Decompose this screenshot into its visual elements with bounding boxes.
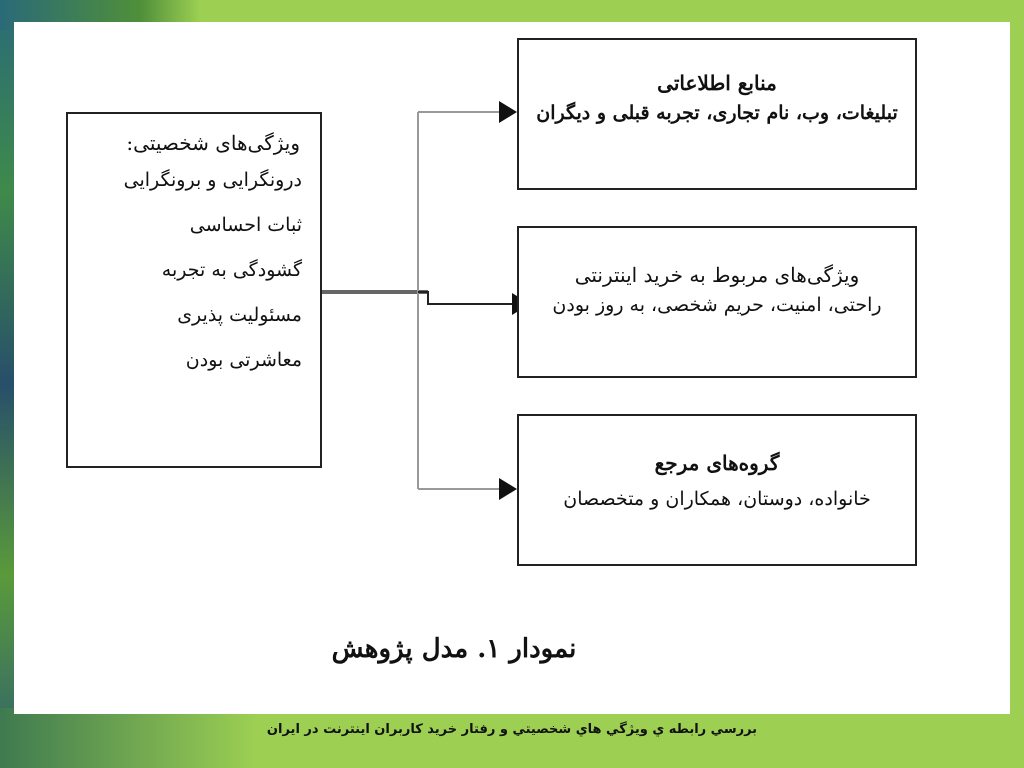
reference-groups-box xyxy=(517,414,917,566)
personality-traits-box xyxy=(66,112,322,468)
information-sources-title: منابع اطلاعاتی xyxy=(657,71,777,95)
information-sources-body: تبلیغات، وب، نام تجاری، تجربه قبلی و دیگران xyxy=(536,102,898,124)
background-decoration-bottom xyxy=(0,708,1024,768)
online-shopping-features-body: راحتی، امنیت، حریم شخصی، به روز بودن xyxy=(552,294,882,316)
online-shopping-features-title: ویژگی‌های مربوط به خرید اینترنتی xyxy=(574,263,860,287)
trait-item: معاشرتی بودن xyxy=(185,349,302,371)
reference-groups-body: خانواده، دوستان، همکاران و متخصصان xyxy=(563,488,871,510)
personality-traits-title: ویژگی‌های شخصیتی: xyxy=(126,131,300,155)
online-shopping-features-box xyxy=(517,226,917,378)
trait-item: گشودگی به تجربه xyxy=(161,259,302,281)
figure-caption: نمودار ۱. مدل پژوهش xyxy=(331,634,577,664)
reference-groups-title: گروه‌های مرجع xyxy=(654,451,780,475)
trait-item: درونگرایی و برونگرایی xyxy=(123,169,302,191)
trait-item: مسئولیت پذیری xyxy=(177,304,302,326)
slide-content xyxy=(14,22,1010,714)
footer-text: بررسي رابطه ي ويژگي هاي شخصيتي و رفتار خريد كاربران اينترنت در ايران xyxy=(266,722,758,737)
trait-item: ثبات احساسی xyxy=(189,214,302,236)
arrowhead-bottom xyxy=(499,478,517,500)
information-sources-box xyxy=(517,38,917,190)
arrowhead-top xyxy=(499,101,517,123)
connector-branch-middle xyxy=(418,292,514,304)
